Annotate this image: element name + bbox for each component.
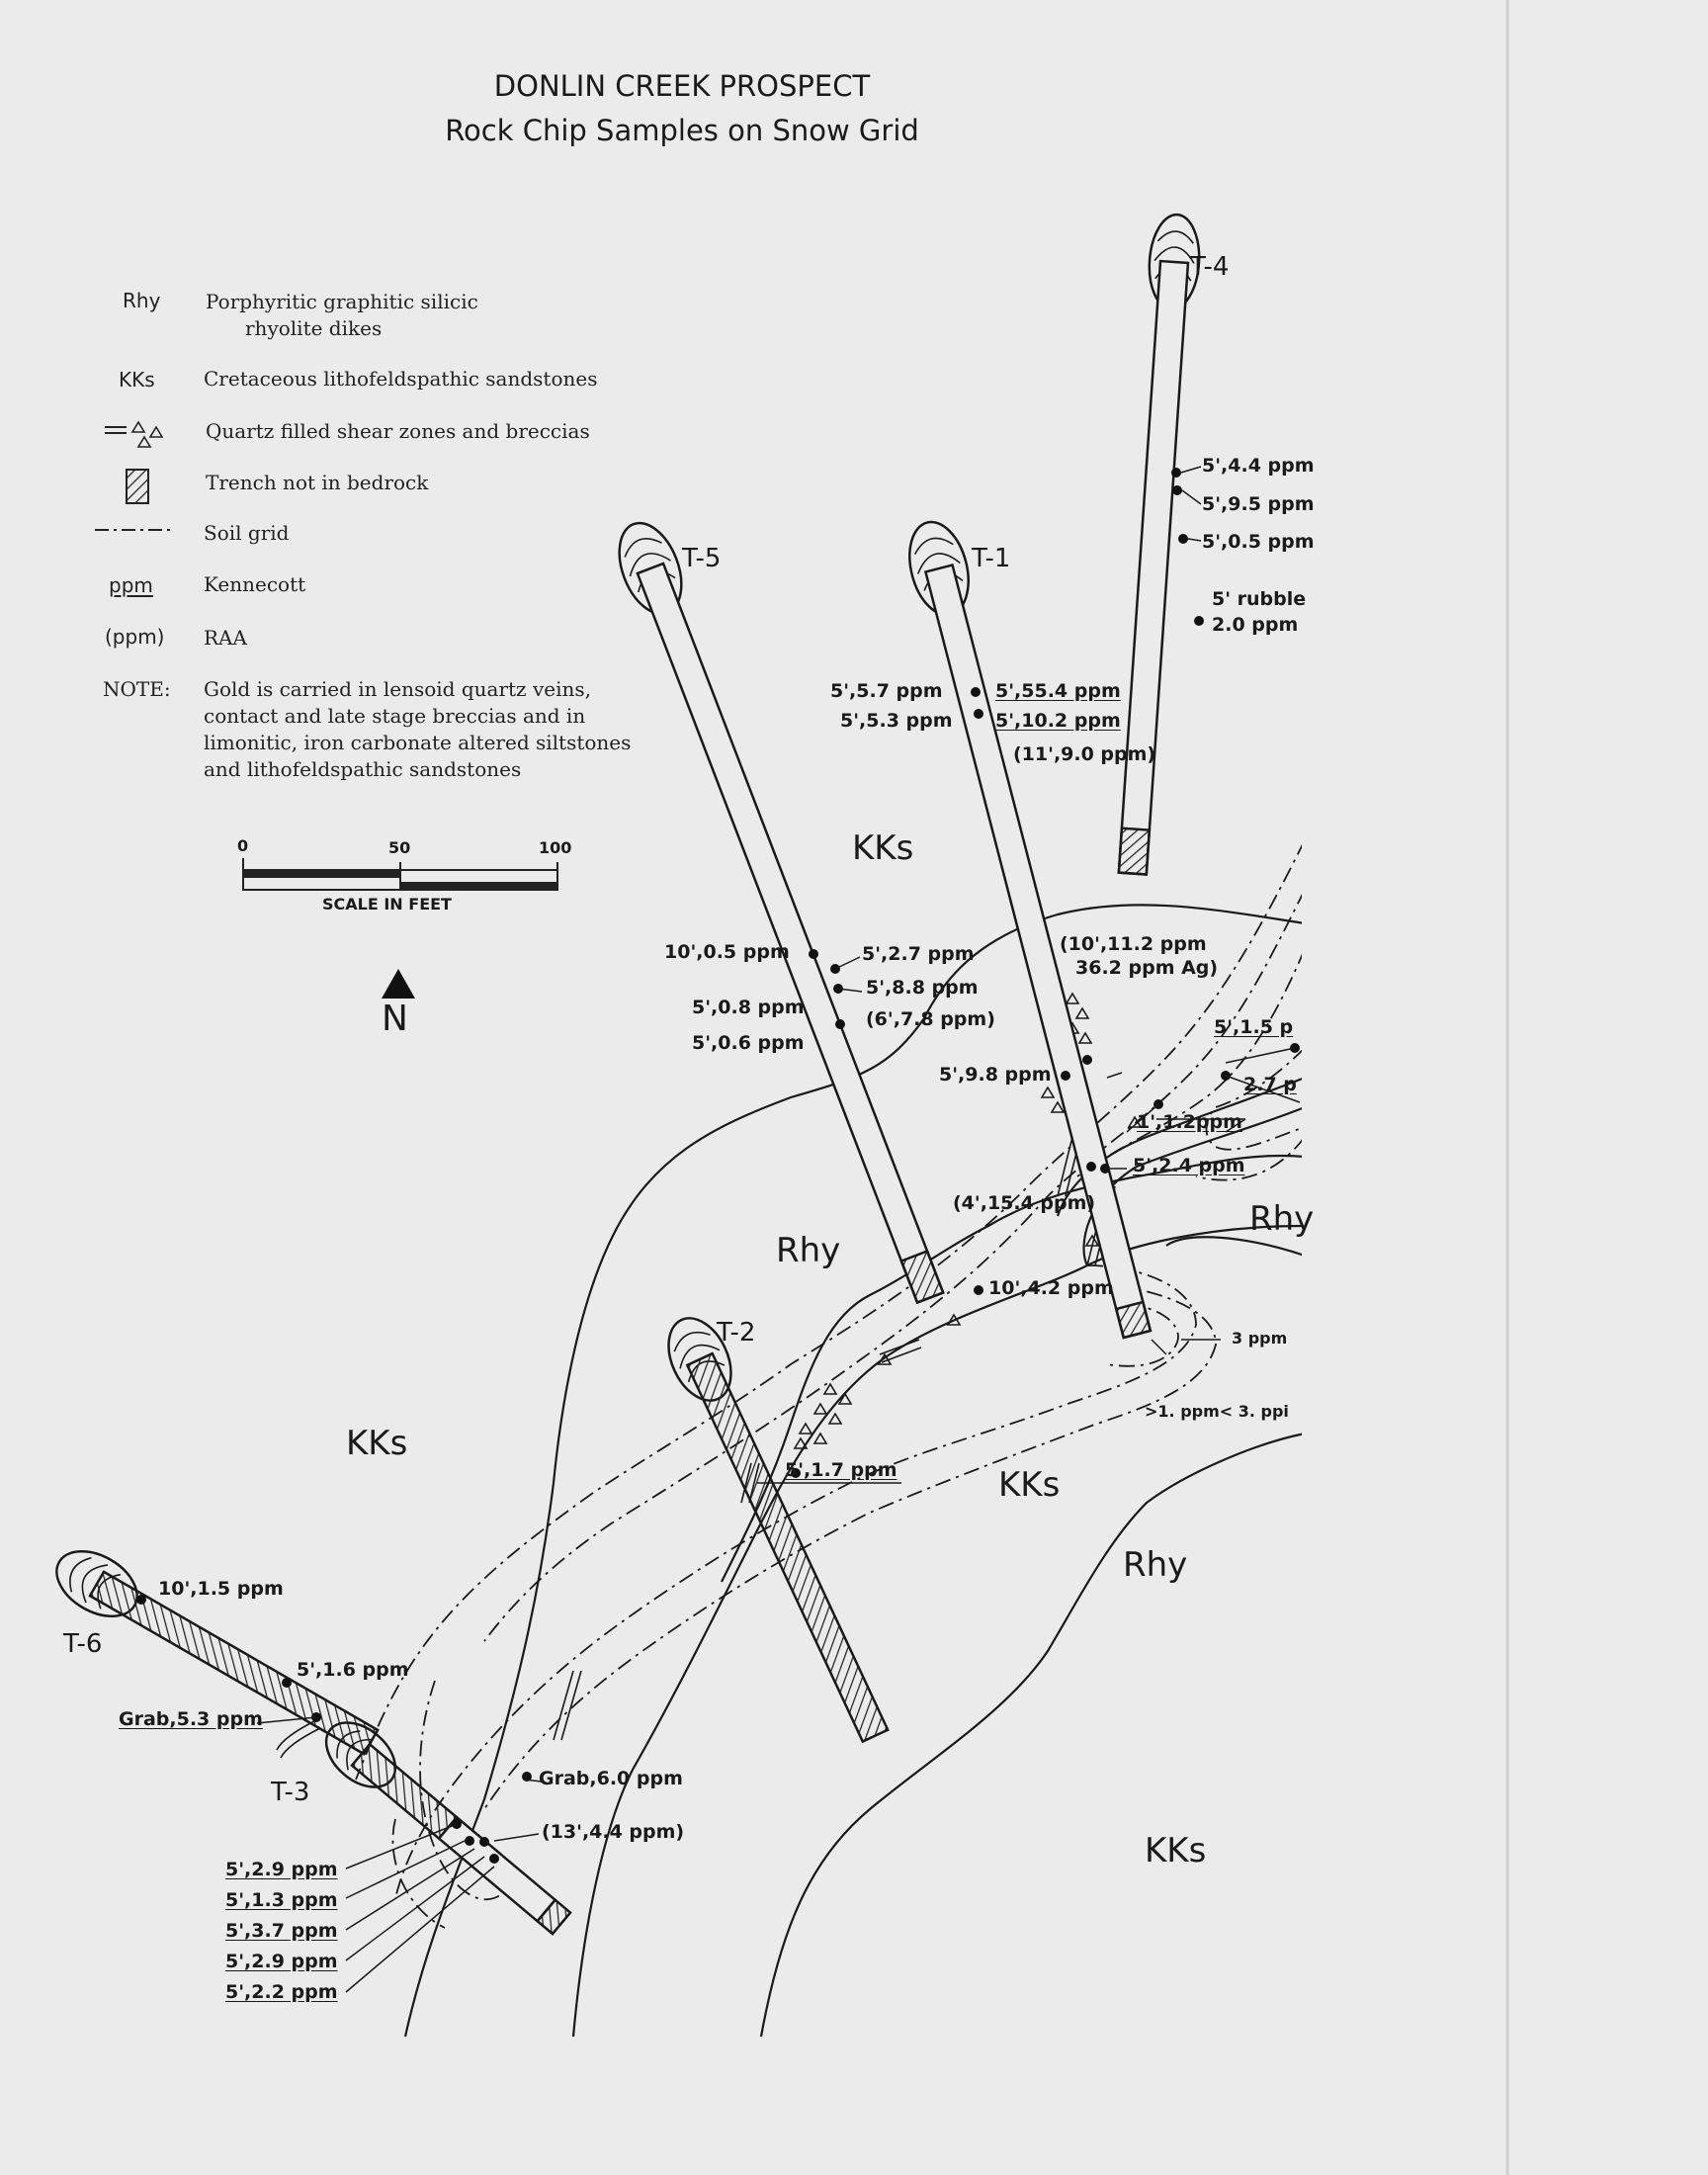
sample-label: 5',8.8 ppm — [866, 977, 979, 999]
sample-label: (13',4.4 ppm) — [542, 1821, 685, 1843]
unit-kks: KKs — [1145, 1831, 1207, 1870]
sample-label: 2.0 ppm — [1212, 614, 1299, 636]
legend-note-label: NOTE: — [103, 677, 171, 701]
legend-note-line: and lithofeldspathic sandstones — [204, 757, 522, 781]
legend-rhy-desc2: rhyolite dikes — [245, 316, 383, 340]
legend-rhy-symbol: Rhy — [123, 289, 161, 312]
sample-label: 5',5.7 ppm — [830, 680, 943, 702]
sample-label: (11',9.0 ppm) — [1013, 743, 1156, 765]
sample-label: 5' rubble — [1212, 588, 1307, 610]
legend-note-line: limonitic, iron carbonate altered siltstones — [204, 731, 632, 754]
sample-label: Grab,6.0 ppm — [539, 1768, 683, 1789]
sample-label: 5',55.4 ppm — [995, 680, 1121, 702]
sample-label: 5',2.9 ppm — [225, 1859, 338, 1880]
trench-label-t4: T-4 — [1190, 252, 1230, 282]
right-edge-sample-group — [1214, 1010, 1305, 1159]
sample-label: 10',4.2 ppm — [988, 1277, 1114, 1299]
sample-label: 10',0.5 ppm — [664, 941, 790, 963]
sample-label: Grab,5.3 ppm — [119, 1708, 263, 1730]
trench-label-t3: T-3 — [271, 1778, 310, 1807]
t4-sample-group — [1202, 450, 1315, 648]
sample-label: 5',4.4 ppm — [1202, 455, 1315, 477]
sample-label: (10',11.2 ppm — [1060, 933, 1207, 955]
legend-quartz-desc: Quartz filled shear zones and breccias — [206, 419, 590, 443]
quartz-breccia-icon — [105, 422, 162, 447]
legend-kks-desc: Cretaceous lithofeldspathic sandstones — [204, 367, 598, 391]
unit-rhy: Rhy — [1123, 1545, 1188, 1585]
north-label: N — [382, 999, 408, 1039]
sample-label: 5',0.8 ppm — [692, 997, 805, 1018]
legend-raa-desc: RAA — [204, 626, 247, 650]
sample-label: 2.7 p — [1243, 1074, 1297, 1095]
sample-label: 1',1.2ppm — [1137, 1111, 1242, 1133]
unit-kks: KKs — [998, 1465, 1061, 1505]
map-subtitle: Rock Chip Samples on Snow Grid — [445, 114, 919, 147]
sample-label: 5',1.7 ppm — [785, 1459, 897, 1481]
trench-label-t2: T-2 — [717, 1318, 756, 1348]
contour-label: 3 ppm — [1232, 1329, 1288, 1348]
legend-soil-grid-desc: Soil grid — [204, 521, 290, 545]
unit-rhy: Rhy — [1249, 1199, 1315, 1239]
sample-label: 5',9.8 ppm — [939, 1064, 1052, 1086]
sample-label: 5',2.9 ppm — [225, 1951, 338, 1972]
legend-rhy-desc: Porphyritic graphitic silicic — [206, 290, 478, 313]
legend-ppm-symbol: ppm — [109, 573, 153, 597]
sample-label: 5',3.7 ppm — [225, 1920, 338, 1942]
trench-t5 — [608, 514, 957, 1307]
trench-label-t5: T-5 — [682, 544, 722, 573]
legend-kks-symbol: KKs — [119, 368, 155, 392]
trench-t4 — [1108, 213, 1202, 875]
unit-kks: KKs — [346, 1424, 408, 1463]
sample-label: 5',1.3 ppm — [225, 1889, 338, 1911]
scale-tick-0: 0 — [237, 836, 249, 855]
sample-label: 5',10.2 ppm — [995, 710, 1121, 732]
sample-label: 5',2.7 ppm — [862, 943, 975, 965]
sample-label: (6',7.8 ppm) — [866, 1008, 995, 1030]
trench-label-t6: T-6 — [63, 1629, 103, 1659]
legend-trench-desc: Trench not in bedrock — [206, 471, 429, 494]
sample-label: 10',1.5 ppm — [158, 1578, 284, 1600]
sample-label: 5',1.6 ppm — [297, 1659, 409, 1681]
scale-bar — [243, 858, 557, 890]
sample-label: 36.2 ppm Ag) — [1075, 957, 1219, 979]
sample-label: (4',15.4 ppm) — [953, 1192, 1096, 1214]
contour-label: >1. ppm< 3. ppi — [1145, 1402, 1289, 1421]
legend-note-line: contact and late stage breccias and in — [204, 704, 586, 728]
scale-tick-50: 50 — [388, 838, 411, 857]
sample-label: 5',2.4 ppm — [1133, 1155, 1245, 1176]
north-arrow-icon — [382, 969, 415, 999]
legend-raa-symbol: (ppm) — [105, 625, 165, 649]
sample-label: 5',0.6 ppm — [692, 1032, 805, 1054]
legend-kennecott-desc: Kennecott — [204, 572, 306, 596]
sample-label: 5',5.3 ppm — [840, 710, 953, 732]
unit-kks: KKs — [852, 828, 914, 868]
legend-note-line: Gold is carried in lensoid quartz veins, — [204, 677, 591, 701]
sample-label: 5',0.5 ppm — [1202, 531, 1315, 553]
scale-tick-100: 100 — [539, 838, 572, 857]
sample-label: 5',9.5 ppm — [1202, 493, 1315, 515]
map-title: DONLIN CREEK PROSPECT — [493, 69, 871, 103]
contour-label-wrap — [1145, 1402, 1305, 1421]
trench-label-t1: T-1 — [972, 544, 1011, 573]
unit-rhy: Rhy — [776, 1231, 841, 1270]
trench-t1 — [900, 516, 1164, 1342]
scale-caption: SCALE IN FEET — [322, 895, 452, 914]
sample-label: 5',2.2 ppm — [225, 1981, 338, 2003]
sample-label: 5',1.5 p — [1214, 1016, 1294, 1038]
trench-hatch-icon — [127, 470, 148, 503]
